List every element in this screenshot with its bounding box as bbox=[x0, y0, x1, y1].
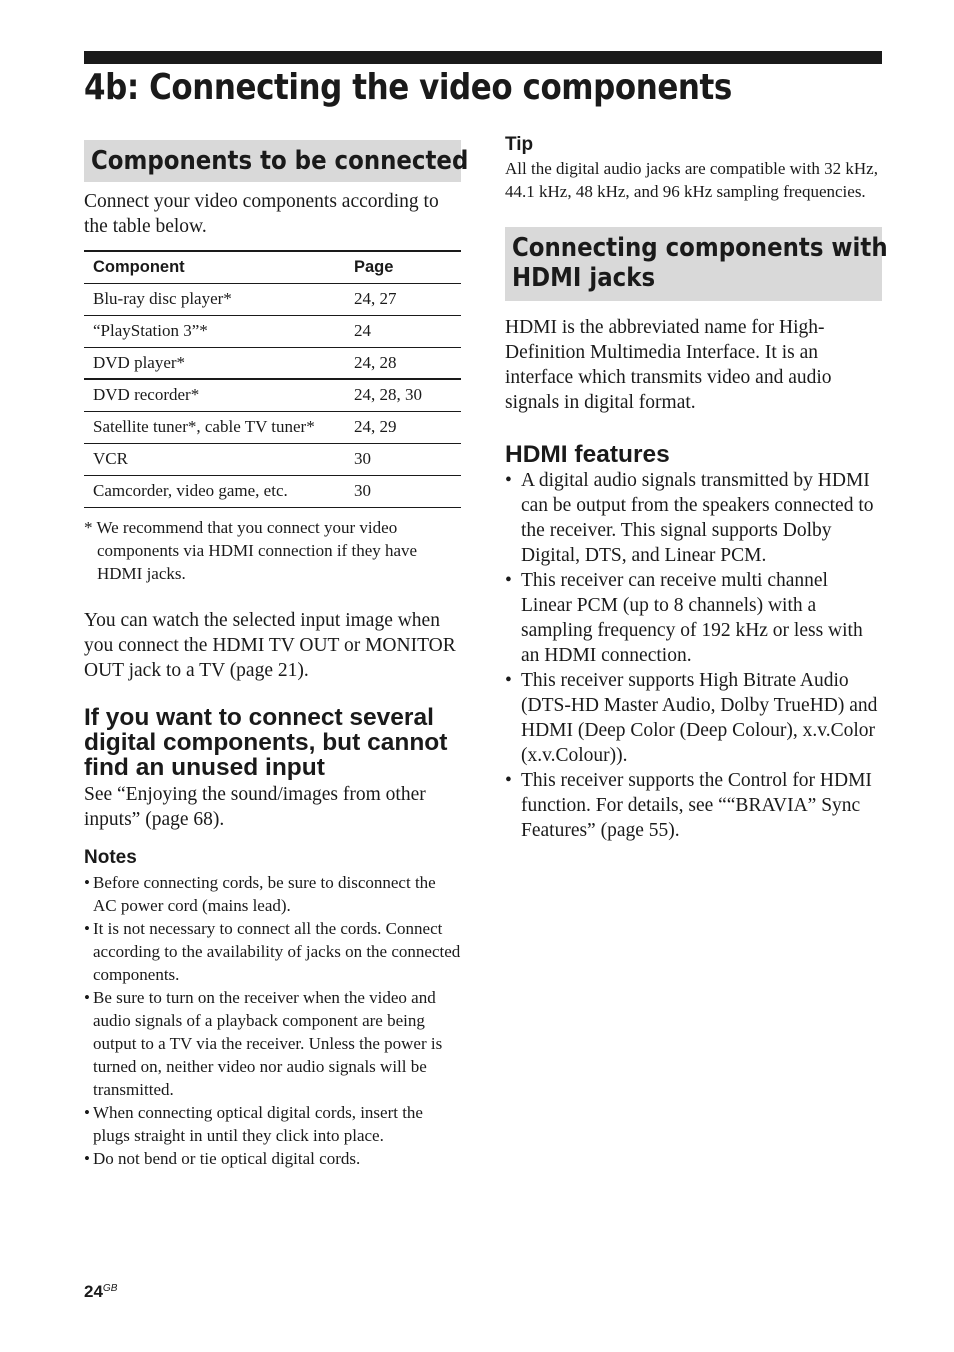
section-hdmi-header bbox=[505, 227, 888, 301]
bullet-icon: • bbox=[505, 670, 512, 691]
feature-text: This receiver supports the Control for HDMI function. For details, see ““BRAVIA” Sync Features” (page 55). bbox=[521, 770, 872, 841]
bullet-icon: • bbox=[84, 918, 90, 938]
table-cell-page: 24 bbox=[345, 315, 461, 347]
section-hdmi-title-line1: Connecting components with bbox=[512, 233, 888, 263]
table-row bbox=[84, 443, 461, 475]
note-text: Do not bend or tie optical digital cords. bbox=[93, 1148, 361, 1168]
table-cell-page: 30 bbox=[345, 443, 461, 475]
list-item bbox=[84, 986, 461, 1101]
note-text: Be sure to turn on the receiver when the video and audio signals of a playback component are being output to a TV via the receiver. Unless the power is turned on, neither video nor audio signals will be transmitted. bbox=[93, 987, 443, 1099]
tip-heading: Tip bbox=[505, 134, 534, 155]
notes-list bbox=[84, 871, 461, 1170]
section-components-title: Components to be connected bbox=[91, 146, 469, 176]
list-item bbox=[84, 871, 461, 917]
several-components-text: See “Enjoying the sound/images from other inputs” (page 68). bbox=[84, 783, 426, 830]
feature-text: This receiver supports High Bitrate Audio (DTS-HD Master Audio, Dolby TrueHD) and HDMI (Deep Color (Deep Colour), x.v.Color (x.v.Colour)). bbox=[521, 670, 878, 766]
table-header-row bbox=[84, 251, 461, 283]
table-row bbox=[84, 411, 461, 443]
bullet-icon: • bbox=[84, 872, 90, 892]
hdmi-features-list bbox=[505, 468, 882, 843]
table-cell-component: Camcorder, video game, etc. bbox=[84, 475, 345, 507]
table-row bbox=[84, 347, 461, 379]
table-row bbox=[84, 475, 461, 507]
table-row bbox=[84, 283, 461, 315]
list-item bbox=[84, 1101, 461, 1147]
several-components-heading: If you want to connect several digital components, but cannot find an unused input bbox=[84, 703, 448, 781]
table-cell-component: Blu-ray disc player* bbox=[84, 283, 345, 315]
intro-text: Connect your video components according to the table below. bbox=[84, 191, 439, 237]
page-number bbox=[84, 1282, 117, 1302]
section-components-header bbox=[84, 140, 469, 182]
table-cell-component: DVD player* bbox=[84, 347, 345, 379]
table-cell-page: 24, 28 bbox=[345, 347, 461, 379]
page-title: 4b: Connecting the video components bbox=[84, 67, 732, 108]
page-suffix: GB bbox=[102, 1283, 118, 1294]
table-cell-page: 24, 29 bbox=[345, 411, 461, 443]
table-row bbox=[84, 315, 461, 347]
tip-text: All the digital audio jacks are compatible with 32 kHz, 44.1 kHz, 48 kHz, and 96 kHz sampling frequencies. bbox=[505, 159, 878, 201]
table-row bbox=[84, 379, 461, 411]
bullet-icon: • bbox=[84, 1102, 90, 1122]
header-component: Component bbox=[84, 251, 345, 283]
list-item bbox=[84, 1147, 461, 1170]
hdmi-intro-text: HDMI is the abbreviated name for High-Definition Multimedia Interface. It is an interface which transmits video and audio signals in digital format. bbox=[505, 317, 832, 413]
top-rule bbox=[84, 51, 882, 64]
table-cell-component: DVD recorder* bbox=[84, 379, 345, 411]
bullet-icon: • bbox=[505, 770, 512, 791]
table-cell-component: “PlayStation 3”* bbox=[84, 315, 345, 347]
components-table bbox=[84, 250, 461, 508]
page-number-value: 24 bbox=[84, 1282, 103, 1301]
notes-heading: Notes bbox=[84, 846, 137, 868]
watch-text: You can watch the selected input image when you connect the HDMI TV OUT or MONITOR OUT jack to a TV (page 21). bbox=[84, 609, 456, 681]
note-text: When connecting optical digital cords, insert the plugs straight in until they click into place. bbox=[93, 1102, 423, 1145]
hdmi-features-heading: HDMI features bbox=[505, 441, 670, 468]
list-item bbox=[505, 468, 882, 568]
table-cell-page: 24, 27 bbox=[345, 283, 461, 315]
bullet-icon: • bbox=[84, 987, 90, 1007]
feature-text: A digital audio signals transmitted by HDMI can be output from the speakers connected to the receiver. This signal supports Dolby Digital, DTS, and Linear PCM. bbox=[521, 470, 874, 566]
left-column bbox=[84, 140, 469, 1170]
list-item bbox=[505, 768, 882, 843]
note-text: It is not necessary to connect all the cords. Connect according to the availability of jacks on the connected components. bbox=[93, 918, 461, 984]
section-hdmi-title-line2: HDMI jacks bbox=[512, 263, 656, 293]
bullet-icon: • bbox=[84, 1148, 90, 1168]
table-cell-component: VCR bbox=[84, 443, 345, 475]
list-item bbox=[505, 668, 882, 768]
table-footnote: * We recommend that you connect your video components via HDMI connection if they have HDMI jacks. bbox=[84, 517, 418, 583]
feature-text: This receiver can receive multi channel Linear PCM (up to 8 channels) with a sampling frequency of 192 kHz or less with an HDMI connection. bbox=[521, 570, 863, 666]
note-text: Before connecting cords, be sure to disconnect the AC power cord (mains lead). bbox=[93, 872, 436, 915]
table-cell-page: 30 bbox=[345, 475, 461, 507]
list-item bbox=[505, 568, 882, 668]
table-cell-component: Satellite tuner*, cable TV tuner* bbox=[84, 411, 345, 443]
table-cell-page: 24, 28, 30 bbox=[345, 379, 461, 411]
right-column bbox=[505, 134, 888, 843]
bullet-icon: • bbox=[505, 470, 512, 491]
bullet-icon: • bbox=[505, 570, 512, 591]
header-page: Page bbox=[345, 251, 461, 283]
list-item bbox=[84, 917, 461, 986]
